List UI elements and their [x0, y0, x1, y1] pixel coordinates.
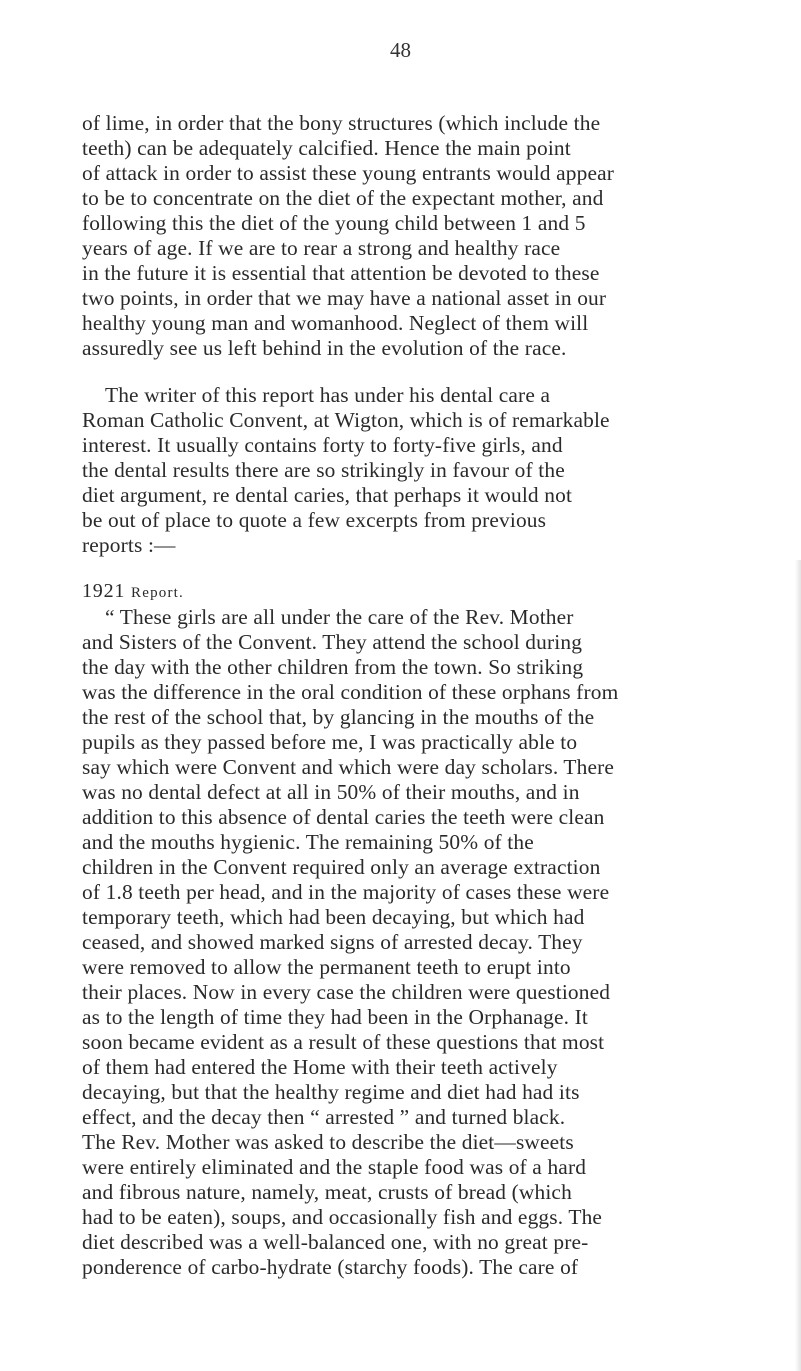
- text-line: had to be eaten), soups, and occasionally fish and eggs. The: [82, 1205, 603, 1229]
- text-line: interest. It usually contains forty to forty-five girls, and: [82, 433, 563, 457]
- text-line: The writer of this report has under his dental care a: [105, 383, 551, 407]
- text-line: decaying, but that the healthy regime and diet had had its: [82, 1080, 580, 1104]
- text-line: were entirely eliminated and the staple food was of a hard: [82, 1155, 587, 1179]
- text-line: diet described was a well-balanced one, with no great pre-: [82, 1230, 589, 1254]
- text-line: healthy young man and womanhood. Neglect of them will: [82, 311, 589, 335]
- text-line: of 1.8 teeth per head, and in the majority of cases these were: [82, 880, 610, 904]
- text-line: diet argument, re dental caries, that perhaps it would not: [82, 483, 573, 507]
- text-line: temporary teeth, which had been decaying, but which had: [82, 905, 585, 929]
- report-heading: [82, 580, 184, 603]
- page-number: 48: [390, 38, 411, 62]
- text-line: Roman Catholic Convent, at Wigton, which is of remarkable: [82, 408, 610, 432]
- text-line: the day with the other children from the town. So striking: [82, 655, 584, 679]
- text-line: say which were Convent and which were day scholars. There: [82, 755, 615, 779]
- text-line: in the future it is essential that attention be devoted to these: [82, 261, 600, 285]
- report-year: 1921: [82, 580, 126, 602]
- text-line: assuredly see us left behind in the evolution of the race.: [82, 336, 567, 360]
- text-line: were removed to allow the permanent teeth to erupt into: [82, 955, 571, 979]
- text-line: their places. Now in every case the children were questioned: [82, 980, 611, 1004]
- text-line: as to the length of time they had been in the Orphanage. It: [82, 1005, 589, 1029]
- text-line: The Rev. Mother was asked to describe the diet—sweets: [82, 1130, 574, 1154]
- text-line: ceased, and showed marked signs of arrested decay. They: [82, 930, 583, 954]
- text-line: of lime, in order that the bony structures (which include the: [82, 111, 601, 135]
- text-line: was the difference in the oral condition of these orphans from: [82, 680, 619, 704]
- text-line: the dental results there are so strikingly in favour of the: [82, 458, 565, 482]
- page-edge-shadow: [795, 560, 801, 1371]
- text-line: reports :—: [82, 533, 176, 557]
- text-line: soon became evident as a result of these questions that most: [82, 1030, 605, 1054]
- text-line: pupils as they passed before me, I was practically able to: [82, 730, 578, 754]
- text-line: the rest of the school that, by glancing in the mouths of the: [82, 705, 595, 729]
- report-label: Report.: [131, 585, 184, 601]
- text-line: teeth) can be adequately calcified. Hence the main point: [82, 136, 571, 160]
- text-line: be out of place to quote a few excerpts from previous: [82, 508, 547, 532]
- text-line: of them had entered the Home with their teeth actively: [82, 1055, 558, 1079]
- text-line: children in the Convent required only an average extraction: [82, 855, 601, 879]
- text-line: to be to concentrate on the diet of the expectant mother, and: [82, 186, 604, 210]
- text-line: addition to this absence of dental caries the teeth were clean: [82, 805, 605, 829]
- text-line: following this the diet of the young child between 1 and 5: [82, 211, 586, 235]
- text-line: ponderence of carbo-hydrate (starchy foods). The care of: [82, 1255, 579, 1279]
- text-line: effect, and the decay then “ arrested ” and turned black.: [82, 1105, 566, 1129]
- text-line: years of age. If we are to rear a strong and healthy race: [82, 236, 561, 260]
- text-line: of attack in order to assist these young entrants would appear: [82, 161, 615, 185]
- text-line: and fibrous nature, namely, meat, crusts of bread (which: [82, 1180, 572, 1204]
- text-line: and the mouths hygienic. The remaining 50% of the: [82, 830, 534, 854]
- text-line: was no dental defect at all in 50% of their mouths, and in: [82, 780, 580, 804]
- text-line: and Sisters of the Convent. They attend the school during: [82, 630, 583, 654]
- text-line: two points, in order that we may have a national asset in our: [82, 286, 607, 310]
- text-line: “ These girls are all under the care of the Rev. Mother: [105, 605, 574, 629]
